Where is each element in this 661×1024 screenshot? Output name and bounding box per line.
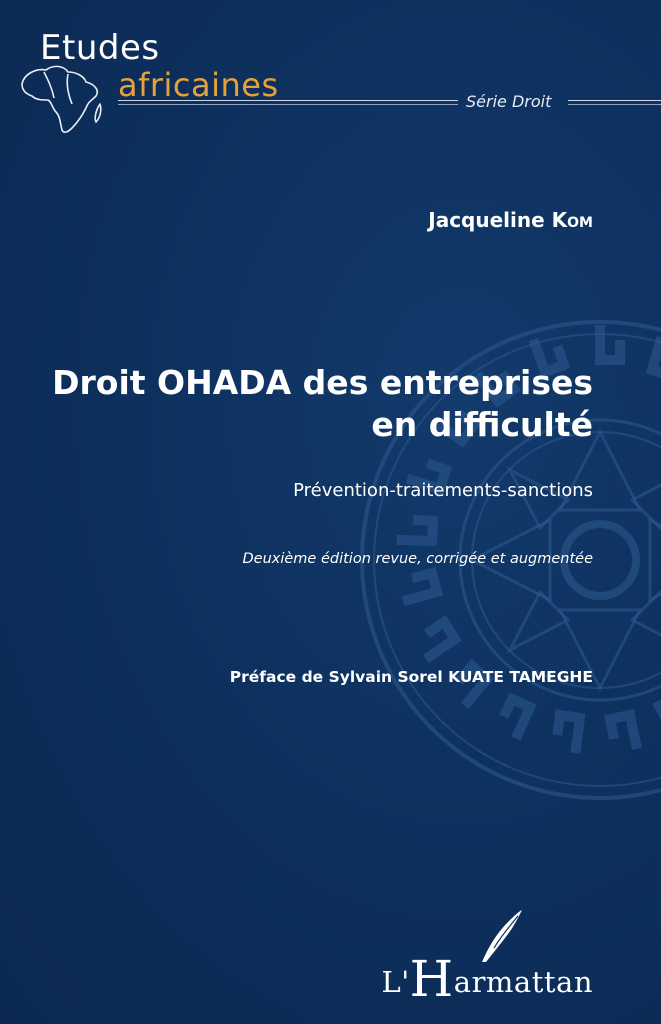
publisher-rest: armattan [453, 965, 593, 999]
edition-note: Deuxième édition revue, corrigée et augmentée [242, 551, 593, 567]
author-first-name: Jacqueline [428, 208, 545, 232]
book-subtitle: Prévention-traitements-sanctions [293, 480, 593, 501]
series-rule-left-thin [118, 104, 458, 105]
publisher-initial: H [409, 950, 454, 1008]
series-rule-right [568, 100, 661, 101]
title-line-2: en difficulté [371, 405, 593, 444]
publisher-prefix: L' [381, 965, 410, 999]
author-last-name: Kom [551, 208, 593, 232]
series-rule-right-thin [568, 104, 661, 105]
author-name [428, 208, 593, 232]
preface-credit: Préface de Sylvain Sorel KUATE TAMEGHE [229, 668, 593, 686]
series-rule-left [118, 100, 458, 101]
publisher-logo [381, 946, 593, 1008]
subseries-label: Série Droit [466, 92, 552, 111]
series-name-line2: africaines [118, 66, 279, 104]
africa-map-icon [14, 56, 114, 138]
series-name-line1: Etudes [40, 28, 160, 68]
title-line-1: Droit OHADA des entreprises [52, 363, 593, 402]
book-title [33, 362, 593, 446]
